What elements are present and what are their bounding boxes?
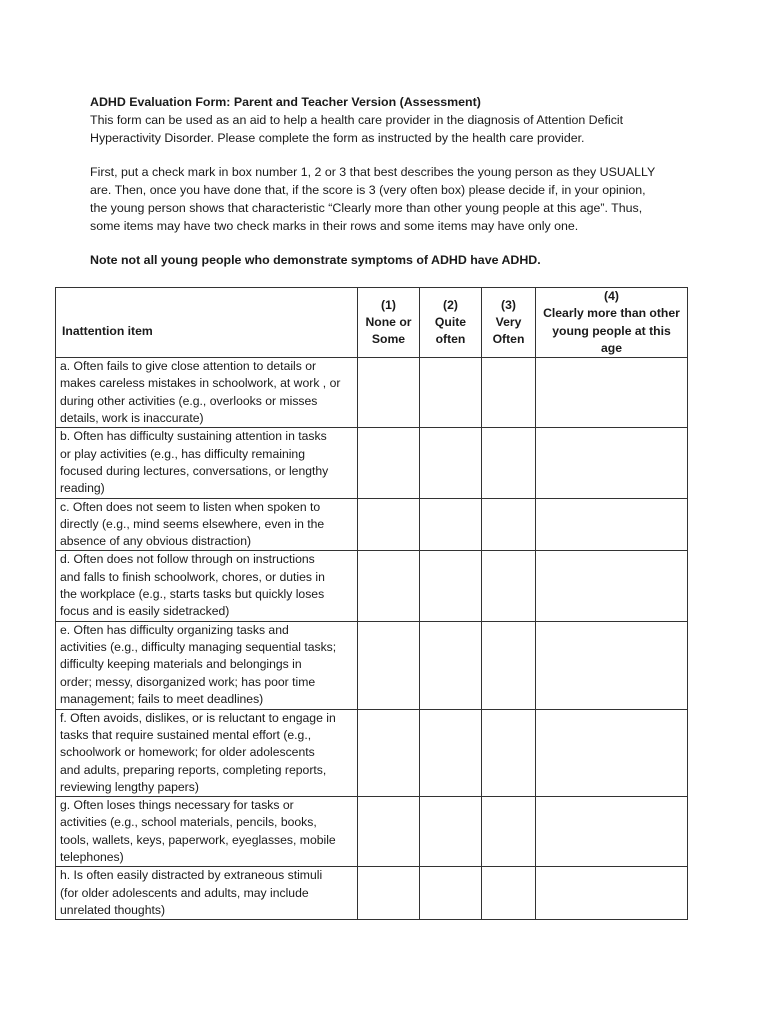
item-text-cell [56,498,358,551]
item-line: g. Often loses things necessary for tasks or [60,798,294,813]
item-line: e. Often has difficulty organizing tasks and [60,622,289,637]
column-number: (2) [443,297,458,312]
item-line: directly (e.g., mind seems elsewhere, even in the [60,516,325,531]
column-label-line: young people at this [552,323,671,338]
checkbox-clearly-more[interactable] [536,358,688,428]
item-text-cell [56,551,358,621]
checkbox-none-or-some[interactable] [358,621,420,709]
column-header-item: Inattention item [56,288,358,358]
checkbox-none-or-some[interactable] [358,709,420,796]
item-line: management; fails to meet deadlines) [60,691,264,706]
item-line: reviewing lengthy papers) [60,779,199,794]
table-row-item-h [56,867,688,920]
table-row-item-d [56,551,688,621]
checkbox-very-often[interactable] [482,621,536,709]
table-row-item-e [56,621,688,709]
table-row-item-f [56,709,688,796]
item-line: absence of any obvious distraction) [60,534,252,549]
item-line: details, work is inaccurate) [60,411,204,426]
instructions-line: the young person shows that characteristic “Clearly more than other young people at this age”. Thus, [90,201,643,215]
checkbox-none-or-some[interactable] [358,428,420,498]
column-header-2 [420,288,482,358]
checkbox-none-or-some[interactable] [358,551,420,621]
column-label-line: Some [371,332,406,347]
item-line: reading) [60,481,105,496]
item-line: difficulty keeping materials and belongings in [60,657,302,672]
checkbox-clearly-more[interactable] [536,709,688,796]
item-line: c. Often does not seem to listen when spoken to [60,499,321,514]
item-text-cell [56,797,358,867]
item-line: activities (e.g., difficulty managing sequential tasks; [60,639,337,654]
intro-paragraph [90,111,710,147]
checkbox-very-often[interactable] [482,797,536,867]
item-text-cell [56,709,358,796]
column-label-line: often [435,332,466,347]
table-row-item-c [56,498,688,551]
item-line: the workplace (e.g., starts tasks but quickly loses [60,587,325,602]
checkbox-quite-often[interactable] [420,498,482,551]
checkbox-none-or-some[interactable] [358,797,420,867]
item-line: or play activities (e.g., has difficulty remaining [60,446,305,461]
document-title: ADHD Evaluation Form: Parent and Teacher Version (Assessment) [90,95,481,109]
table-header-row [56,288,688,358]
checkbox-very-often[interactable] [482,709,536,796]
item-line: a. Often fails to give close attention to details or [60,359,317,374]
intro-line: Hyperactivity Disorder. Please complete the form as instructed by the health care provider. [90,131,585,145]
checkbox-clearly-more[interactable] [536,428,688,498]
item-line: telephones) [60,850,124,865]
column-number: (1) [381,297,396,312]
column-label-line: Quite [434,314,467,329]
checkbox-clearly-more[interactable] [536,551,688,621]
column-label-line: None or [365,314,412,329]
item-line: unrelated thoughts) [60,902,166,917]
item-text-cell [56,428,358,498]
column-label-line: Often [492,332,525,347]
checkbox-very-often[interactable] [482,358,536,428]
instructions-paragraph [90,163,710,235]
item-line: h. Is often easily distracted by extraneous stimuli [60,868,323,883]
column-label-line: Clearly more than other [543,306,680,321]
item-line: makes careless mistakes in schoolwork, at work , or [60,376,341,391]
column-header-3 [482,288,536,358]
item-line: tasks that require sustained mental effort (e.g., [60,727,312,742]
checkbox-clearly-more[interactable] [536,498,688,551]
item-text-cell [56,358,358,428]
column-header-4 [536,288,688,358]
checkbox-very-often[interactable] [482,428,536,498]
intro-line: This form can be used as an aid to help a health care provider in the diagnosis of Attention Deficit [90,113,624,127]
instructions-line: First, put a check mark in box number 1, 2 or 3 that best describes the young person as they USUALLY [90,165,656,179]
item-text-cell [56,621,358,709]
checkbox-quite-often[interactable] [420,428,482,498]
column-header-1 [358,288,420,358]
item-line: order; messy, disorganized work; has poor time [60,674,316,689]
item-line: d. Often does not follow through on instructions [60,552,315,567]
paragraph-gap [90,147,710,163]
intro-section [90,93,710,269]
checkbox-very-often[interactable] [482,867,536,920]
item-line: during other activities (e.g., overlooks or misses [60,393,318,408]
checkbox-clearly-more[interactable] [536,797,688,867]
item-line: tools, wallets, keys, paperwork, eyeglasses, mobile [60,832,336,847]
note-text: Note not all young people who demonstrate symptoms of ADHD have ADHD. [90,253,541,267]
instructions-line: some items may have two check marks in their rows and some items may have only one. [90,219,579,233]
item-line: focus and is easily sidetracked) [60,604,230,619]
checkbox-none-or-some[interactable] [358,358,420,428]
inattention-table [55,287,688,920]
instructions-line: are. Then, once you have done that, if the score is 3 (very often box) please decide if, in your opinion, [90,183,646,197]
item-line: focused during lectures, conversations, or lengthy [60,463,329,478]
checkbox-none-or-some[interactable] [358,498,420,551]
checkbox-quite-often[interactable] [420,621,482,709]
checkbox-clearly-more[interactable] [536,621,688,709]
checkbox-clearly-more[interactable] [536,867,688,920]
item-line: and adults, preparing reports, completing reports, [60,762,327,777]
item-line: f. Often avoids, dislikes, or is reluctant to engage in [60,710,336,725]
checkbox-quite-often[interactable] [420,358,482,428]
item-line: activities (e.g., school materials, pencils, books, [60,815,317,830]
item-line: b. Often has difficulty sustaining attention in tasks [60,429,327,444]
table-row-item-g [56,797,688,867]
checkbox-quite-often[interactable] [420,709,482,796]
column-number: (3) [501,297,516,312]
item-line: schoolwork or homework; for older adolescents [60,745,315,760]
table-row-item-a [56,358,688,428]
checkbox-none-or-some[interactable] [358,867,420,920]
checkbox-quite-often[interactable] [420,797,482,867]
checkbox-very-often[interactable] [482,498,536,551]
column-label-line: age [600,340,622,355]
checkbox-quite-often[interactable] [420,551,482,621]
column-number: (4) [604,289,619,303]
checkbox-very-often[interactable] [482,551,536,621]
item-line: and falls to finish schoolwork, chores, or duties in [60,569,325,584]
checkbox-quite-often[interactable] [420,867,482,920]
item-text-cell [56,867,358,920]
table-row-item-b [56,428,688,498]
column-label-line: Very [495,314,522,329]
item-line: (for older adolescents and adults, may include [60,885,309,900]
